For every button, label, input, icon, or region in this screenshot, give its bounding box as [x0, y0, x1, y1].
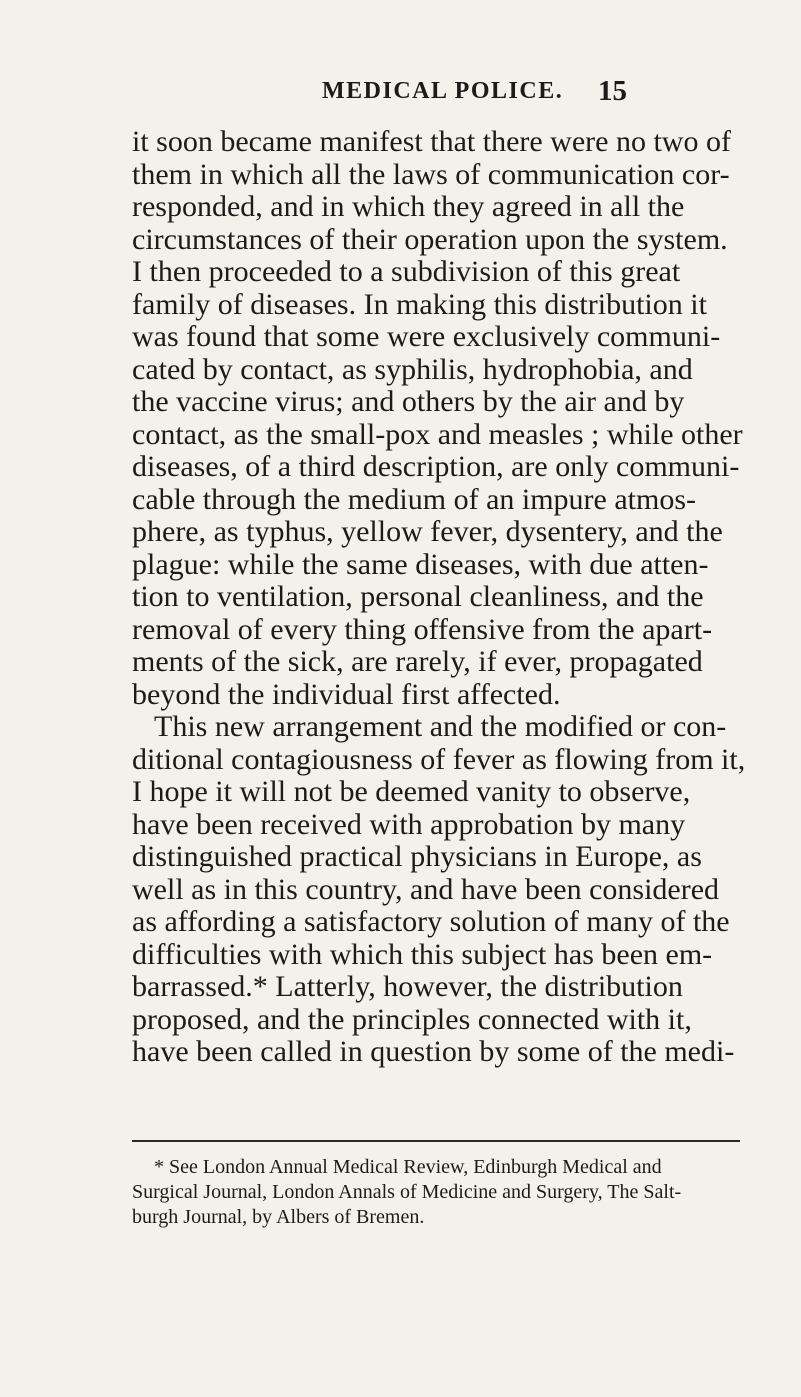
text-line: distinguished practical physicians in Europe, as — [132, 840, 702, 873]
text-line: have been called in question by some of the medi- — [132, 1035, 735, 1068]
text-line: diseases, of a third description, are only communi- — [132, 450, 740, 483]
text-line: ditional contagiousness of fever as flowing from it, — [132, 742, 746, 776]
text-line: the vaccine virus; and others by the air and by — [132, 385, 685, 418]
text-line: plague: while the same diseases, with due atten- — [132, 547, 709, 581]
text-line: it soon became manifest that there were no two of — [132, 125, 731, 158]
footnote-line: * See London Annual Medical Review, Edinburgh Medical and — [154, 1156, 662, 1178]
text-line: responded, and in which they agreed in all the — [132, 190, 685, 223]
text-line: contact, as the small-pox and measles ; while other — [132, 417, 743, 451]
text-line: I then proceeded to a subdivision of this great — [132, 255, 681, 288]
text-line: cated by contact, as syphilis, hydrophobia, and — [132, 352, 693, 386]
text-line: well as in this country, and have been considered — [132, 872, 720, 906]
footnote-line: Surgical Journal, London Annals of Medicine and Surgery, The Salt- — [132, 1181, 682, 1203]
text-line: was found that some were exclusively communi- — [132, 320, 721, 353]
text-line: tion to ventilation, personal cleanliness, and the — [132, 580, 704, 613]
text-line: difficulties with which this subject has been em- — [132, 937, 713, 971]
text-line: as affording a satisfactory solution of many of the — [132, 905, 730, 938]
footnote — [132, 1155, 744, 1230]
body-text — [132, 126, 744, 1069]
text-line: I hope it will not be deemed vanity to observe, — [132, 775, 691, 808]
text-line: phere, as typhus, yellow fever, dysentery, and the — [132, 515, 723, 548]
text-line: have been received with approbation by many — [132, 807, 686, 841]
paragraph-start-line: This new arrangement and the modified or con- — [154, 710, 727, 743]
running-head — [252, 75, 772, 108]
page-number: 15 — [598, 75, 627, 107]
text-line: them in which all the laws of communication cor- — [132, 157, 730, 191]
text-line: beyond the individual first affected. — [132, 677, 561, 711]
text-line: cable through the medium of an impure atmos- — [132, 482, 697, 516]
text-line: barrassed.* Latterly, however, the distribution — [132, 970, 683, 1003]
running-title: MEDICAL POLICE. — [322, 78, 564, 104]
text-line: ments of the sick, are rarely, if ever, propagated — [132, 645, 703, 678]
footnote-rule — [132, 1140, 740, 1142]
footnote-line: burgh Journal, by Albers of Bremen. — [132, 1206, 425, 1228]
footnote-rule-area — [132, 1137, 740, 1145]
text-line: proposed, and the principles connected with it, — [132, 1002, 692, 1036]
text-line: family of diseases. In making this distribution it — [132, 287, 707, 321]
text-line: circumstances of their operation upon the system. — [132, 222, 728, 256]
text-line: removal of every thing offensive from the apart- — [132, 612, 713, 646]
